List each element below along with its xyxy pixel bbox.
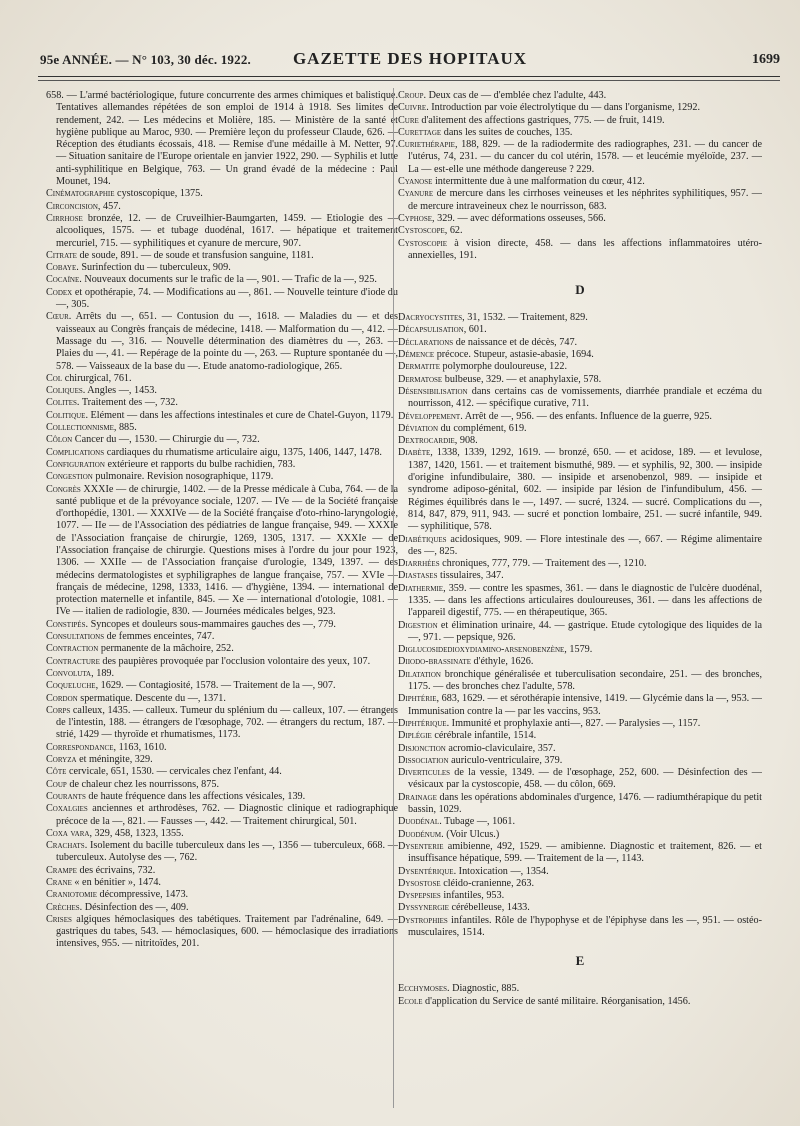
index-entry xyxy=(398,890,762,902)
index-headword: Diphtérique xyxy=(398,717,447,729)
index-headword: Collectionnisme xyxy=(46,422,114,434)
index-headword: Dysostose xyxy=(398,877,441,889)
index-entry-text: permanente de la mâchoire, 252. xyxy=(98,643,234,655)
index-entry-text: d'éthyle, 1626. xyxy=(470,656,534,668)
index-entry-text: . Syncopes et douleurs sous-mammaires gauches des —, 779. xyxy=(85,618,336,630)
index-entry xyxy=(46,877,398,889)
index-entry-text: de naissance et de décès, 747. xyxy=(453,336,578,348)
index-entry xyxy=(46,840,398,865)
index-headword: Constipés xyxy=(46,618,86,630)
index-headword: Cœur xyxy=(46,311,69,323)
index-headword: Cystoscope xyxy=(398,225,445,237)
index-entry-text: cléido-cranienne, 263. xyxy=(440,877,534,889)
section-e xyxy=(398,983,762,1008)
index-headword: Convoluta xyxy=(46,667,92,679)
index-entry xyxy=(46,287,398,312)
header-rule-thin xyxy=(38,80,780,81)
index-entry xyxy=(398,730,762,742)
index-entry-text: du complément, 619. xyxy=(438,422,527,434)
index-headword: Congrès xyxy=(46,483,81,495)
index-entry-text: dans les suites de couches, 135. xyxy=(441,126,573,138)
index-headword: Digestion xyxy=(398,619,438,631)
index-entry xyxy=(46,742,398,754)
index-headword: Col xyxy=(46,372,63,384)
index-headword: Ecole xyxy=(398,995,423,1007)
index-entry xyxy=(398,570,762,582)
index-entry-text: tissulaires, 347. xyxy=(437,570,504,582)
index-entry xyxy=(398,435,762,447)
index-headword: Dissociation xyxy=(398,754,449,766)
index-entry xyxy=(398,238,762,263)
index-headword: Coup xyxy=(46,778,67,790)
index-headword: Dysentérique xyxy=(398,865,454,877)
index-entry xyxy=(46,656,398,668)
index-entry xyxy=(398,188,762,213)
index-headword: Courants xyxy=(46,790,86,802)
index-entry-text: polymorphe douloureuse, 122. xyxy=(439,361,568,373)
index-entry-text: cervicale, 651, 1530. — cervicales chez l'enfant, 44. xyxy=(66,766,282,778)
index-entry-text: de soude, 891. — de soude et transfusion sanguine, 1181. xyxy=(76,249,314,261)
index-entry-text: dans certains cas de vomissements, diarrhée prandiale et eczéma du nourrisson, 412. — spécifique curative, 711. xyxy=(408,385,762,410)
issue-info: 95e ANNÉE. — N° 103, 30 déc. 1922. xyxy=(40,52,251,67)
index-headword: Contraction xyxy=(46,643,99,655)
index-headword: Diabétiques xyxy=(398,533,447,545)
index-entry-text: à vision directe, 458. — dans les affections inflammatoires utéro-annexielles, 191. xyxy=(408,237,762,261)
index-entry xyxy=(46,705,398,742)
index-headword: Crane xyxy=(46,877,72,888)
index-entry xyxy=(46,668,398,680)
index-headword: Cyanose xyxy=(398,176,433,188)
index-entry xyxy=(398,583,762,620)
index-entry xyxy=(46,484,398,619)
index-headword: Crises xyxy=(46,913,72,925)
index-entry-text: . Arrêt de —, 956. — des enfants. Influence de la guerre, 925. xyxy=(460,410,712,422)
index-entry xyxy=(46,434,398,446)
index-entry xyxy=(398,792,762,817)
index-headword: Croup xyxy=(398,90,424,101)
index-entry xyxy=(46,410,398,422)
index-entry-text: intermittente due à une malformation du cœur, 412. xyxy=(432,176,645,188)
index-entry-text: . Elément — dans les affections intestinales et cure de Chatel-Guyon, 1179. xyxy=(85,409,394,421)
index-entry xyxy=(46,274,398,286)
index-entry xyxy=(46,889,398,901)
index-entry xyxy=(398,447,762,533)
column-divider xyxy=(393,88,394,1108)
index-entry xyxy=(398,983,762,995)
section-letter-e: E xyxy=(575,953,585,969)
index-entry xyxy=(46,311,398,372)
index-headword: Cyanure xyxy=(398,188,434,200)
index-entry-text: XXXIe — de chirurgie, 1402. — de la Presse médicale à Cuba, 764. — de la santé publique et de la prévoyance sociale, 1207. — IVe — de la Société française d'orthopédie, 1301. — XXXIVe — de la Société française d'oto-rhino-laryngologie, 1077. — IIe — de l'Association des pédiatries de langue française, 949. — XXXIe de l'Association française de chirurgie, 1269, 1305, 1317. — XXXIe — de l'Association française de chirurgie. Questions mises à l'ordre du jour pour 1923, 1306. — XXIIe — de l'Association française d'urologie, 1349, 1397. — des médecins dermatologistes et syphiligraphes de langue française, 757. — XVIe — français de médecine, 1298, 1333, 1416. — d'hygiène, 1394. — international de protection maternelle et infantile, 845. — Xe — international d'otologie, 1081. — IVe — italien de radiologie, 830. — Journées médicales belges, 923. xyxy=(56,483,398,618)
index-headword: Coryza xyxy=(46,754,77,766)
index-entry-text: spermatique. Descente du —, 1371. xyxy=(77,692,226,704)
index-entry-text: de mercure dans les cirrhoses veineuses et les néphrites syphilitiques, 957. — de mercure intraveineux chez le nourrisson, 683. xyxy=(408,188,762,212)
index-entry-text: . Isolement du bacille tuberculeux dans les —, 1356 — tuberculeux, 668. — tuberculeux. Autolyse des —, 762. xyxy=(56,840,398,864)
index-entry xyxy=(398,915,762,940)
index-entry-text: précoce. Stupeur, astasie-abasie, 1694. xyxy=(434,349,594,361)
index-entry-text: 658. — L'armé bactériologique, future concurrente des armes chimiques et balistique. Tentatives allemandes répétées de son emploi de 1914 à 1918. Ses limites de rendement, 242. — Les médecins et Molière, 185. — Ministère de la santé et hygiène publique au Maroc, 930. — Première leçon du professeur Claude, 626. — Réception des étudiants écossais, 418. — Remise d'une médaille à M. Netter, 97. — Situation sanitaire de l'Europe orientale en janvier 1922, 290. — Syphilis et lutte anti-syphilitique en Belgique, 763. — Un grand évadé de la médecine : Paul Mounet, 194. xyxy=(46,90,398,188)
index-entry xyxy=(398,693,762,718)
index-headword: Crachats xyxy=(46,840,85,852)
index-headword: Diastases xyxy=(398,570,438,582)
index-headword: Curiethérapie xyxy=(398,139,455,151)
index-entry xyxy=(46,250,398,262)
index-headword: Dyssynergie xyxy=(398,902,449,914)
index-entry xyxy=(398,829,762,841)
index-entry xyxy=(398,620,762,645)
index-headword: Correspondance xyxy=(46,741,114,753)
index-headword: Cinématographie xyxy=(46,188,115,200)
index-entry-text: . Immunité et prophylaxie anti—, 827. — Paralysies —, 1157. xyxy=(446,717,701,729)
index-headword: Drainage xyxy=(398,791,437,803)
index-entry xyxy=(46,828,398,840)
index-entry-text: cystoscopique, 1375. xyxy=(114,188,203,200)
index-headword: Diathermie xyxy=(398,582,444,594)
index-entry-text: calleux, 1435. — calleux. Tumeur du splénium du — calleux, 107. — étrangers de l'intestin, 188. — étrangers de l'œsophage, 702. — étrangers du rectum, 187. — strié, 1429 — thyroïde et rhumatismes, 1173. xyxy=(56,704,398,741)
header-rule xyxy=(38,76,780,77)
index-headword: Coxa vara xyxy=(46,827,90,839)
index-headword: Cirrhose xyxy=(46,212,83,224)
index-headword: Disjonction xyxy=(398,742,446,754)
index-entry xyxy=(398,816,762,828)
index-entry-text: , 188, 829. — de la radiodermite des radiographes, 231. — du cancer de l'utérus, 74, 231. — du cancer du col utérin, 1578. — et leucémie myéloïde, 237. — La — est-elle une méthode dangereuse ? 229. xyxy=(408,139,762,175)
index-entry-text: dans les opérations abdominales d'urgence, 1476. — radiumthérapique du petit bassin, 1029. xyxy=(408,791,762,816)
index-entry-text: d'application du Service de santé militaire. Réorganisation, 1456. xyxy=(422,995,691,1007)
index-entry-text: . Arrêts du —, 651. — Contusion du —, 1618. — Maladies du — et des vaisseaux au Congrès français de médecine, 1418. — Malformation du —, 412. — Massage du —, 316. — Nouvelle détermination des diamètres du —, 263. — Plaies du —, 41. — Repérage de la pointe du —, 263. — Rupture spontanée du —, 578. — Vaisseaux de la base du —. Etude anatomo-radiologique, 265. xyxy=(56,311,398,372)
index-entry xyxy=(398,312,762,324)
index-headword: Consultations xyxy=(46,631,105,643)
index-entry-text: et méningite, 329. xyxy=(76,754,153,766)
index-entry-text: . Traitement des —, 732. xyxy=(76,397,178,409)
index-entry-text: , 1163, 1610. xyxy=(113,741,167,753)
index-entry xyxy=(398,102,762,114)
index-headword: Diplégie xyxy=(398,730,432,742)
index-entry-text: « en bénitier », 1474. xyxy=(71,877,161,888)
index-headword: Coliques xyxy=(46,385,83,397)
index-entry xyxy=(46,397,398,409)
index-entry xyxy=(398,139,762,176)
index-headword: Diverticules xyxy=(398,767,451,779)
index-entry xyxy=(398,213,762,225)
index-entry xyxy=(398,841,762,866)
index-entry xyxy=(398,558,762,570)
index-headword: Cure xyxy=(398,114,419,126)
index-entry-text: algiques hémoclasiques des tabétiques. Traitement par l'adrénaline, 649. — gastriques du tabes, 543. — hémoclasiques, 600. — hémoclasique des irradiations intensives, 955. — nitritoïdes, 201. xyxy=(56,913,398,950)
index-headword: Codex xyxy=(46,286,73,298)
index-entry xyxy=(46,791,398,803)
index-entry-text: de femmes enceintes, 747. xyxy=(104,631,215,643)
index-entry xyxy=(46,754,398,766)
index-entry-text: , 1579. xyxy=(564,644,593,656)
index-headword: Diphtérie xyxy=(398,693,437,705)
index-entry-text: décompressive, 1473. xyxy=(97,889,189,901)
index-headword: Curettage xyxy=(398,126,442,138)
index-entry xyxy=(398,743,762,755)
index-entry-text: . Tubage —, 1061. xyxy=(439,816,516,828)
index-entry xyxy=(46,766,398,778)
index-headword: Craniotomie xyxy=(46,889,97,901)
index-entry xyxy=(398,866,762,878)
index-headword: Côte xyxy=(46,766,67,778)
index-entry xyxy=(398,534,762,559)
index-headword: Coxalgies xyxy=(46,803,88,815)
index-entry xyxy=(398,902,762,914)
index-entry xyxy=(398,656,762,668)
index-entry-text: , 885. xyxy=(113,422,137,434)
index-entry xyxy=(398,386,762,411)
index-headword: Colites xyxy=(46,397,77,409)
index-entry xyxy=(46,459,398,471)
index-entry-text: des écrivains, 732. xyxy=(76,864,156,876)
index-headword: Cystoscopie xyxy=(398,237,448,249)
index-entry xyxy=(398,90,762,102)
index-headword: Développement xyxy=(398,410,461,422)
index-headword: Contracture xyxy=(46,655,100,667)
index-headword: Dysenterie xyxy=(398,840,444,852)
index-entry-text: amibienne, 492, 1529. — amibienne. Diagnostic et traitement, 826. — et insuffisance hépatique, 599. — Traitement de la —, 1143. xyxy=(408,840,762,865)
index-entry-text: . Intoxication —, 1354. xyxy=(453,865,549,877)
index-entry xyxy=(46,213,398,250)
index-headword: Dystrophies xyxy=(398,914,448,926)
index-entry-text: , 908. xyxy=(454,435,478,447)
index-entry-text: , 1338, 1339, 1292, 1619. — bronzé, 650. — et acidose, 189. — et levulose, 1387, 1420, 1561. — et traitement bismuthé, 989. — et syphilis, 92, 300. — insipide d'origine infundibulaire, 380. — insipide et arsenobenzol, 989. — insipide et syndrome adiposo-génital, 602. — insipide par lésion de l'infundibulum, 456. — Régimes équilibrés dans le —, 1497. — sucré, 1324. — sucré. Complications du —, 814, 847, 879, 911, 943. — sucré et ponction lombaire, 251. — sucré infantile, 949. — syphilitique, 578. xyxy=(408,447,762,533)
index-entry-text: , 683, 1629. — et sérothérapie intensive, 1419. — Glycémie dans la —, 953. — Immunisation contre la — par les vaccins, 953. xyxy=(408,693,762,717)
index-entry xyxy=(46,865,398,877)
index-headword: Cyphose xyxy=(398,212,433,224)
index-entry-text: . Désinfection des —, 409. xyxy=(79,901,189,913)
index-entry-text: de la vessie, 1349. — de l'œsophage, 252, 600. — Désinfection des — vésicaux par la cystoscopie, 458. — du côlon, 669. xyxy=(408,767,762,791)
index-entry xyxy=(46,914,398,951)
index-headword: Côlon xyxy=(46,434,73,446)
index-entry-text: , 31, 1532. — Traitement, 829. xyxy=(462,312,588,324)
index-entry xyxy=(46,201,398,213)
index-entry xyxy=(46,471,398,483)
index-entry xyxy=(46,619,398,631)
index-entry xyxy=(46,447,398,459)
index-headword: Cocaïne xyxy=(46,274,80,286)
index-entry-text: et opothérapie, 74. — Modifications au —, 861. — Nouvelle teinture d'iode du —, 305. xyxy=(56,286,398,311)
index-entry-text: , 601. xyxy=(463,324,487,336)
index-entry-text: bulbeuse, 329. — et anaphylaxie, 578. xyxy=(442,373,602,385)
index-entry xyxy=(46,803,398,828)
index-headword: Configuration xyxy=(46,458,105,470)
index-entry-text: extérieure et rapports du bulbe rachidien, 783. xyxy=(104,458,296,470)
index-entry-text: infantiles, 953. xyxy=(440,890,505,902)
index-entry xyxy=(398,878,762,890)
index-entry xyxy=(46,902,398,914)
index-entry-text: . Nouveaux documents sur le trafic de la —, 901. — Trafic de la —, 925. xyxy=(79,274,377,286)
section-c-continued xyxy=(398,90,762,262)
index-entry xyxy=(46,693,398,705)
index-entry xyxy=(398,644,762,656)
index-entry xyxy=(398,225,762,237)
index-entry-text: , 329. — avec déformations osseuses, 566. xyxy=(432,212,606,224)
index-entry-text: , 62. xyxy=(444,225,463,237)
index-headword: Complications xyxy=(46,446,105,458)
index-headword: Coqueluche xyxy=(46,680,96,692)
index-entry-text: de chaleur chez les nourrissons, 875. xyxy=(66,778,220,790)
index-entry-text: cardiaques du rhumatisme articulaire aigu, 1375, 1406, 1447, 1478. xyxy=(104,446,382,458)
index-headword: Crampe xyxy=(46,864,77,876)
index-headword: Décapsulisation xyxy=(398,324,464,336)
index-column-right xyxy=(398,90,762,1008)
index-entry xyxy=(398,349,762,361)
index-entry-text: , 189. xyxy=(91,667,115,679)
index-headword: Dyspepsies xyxy=(398,890,441,902)
index-headword: Circoncision xyxy=(46,200,98,212)
index-headword: Diabète xyxy=(398,447,431,459)
index-entry xyxy=(46,422,398,434)
index-headword: Duodénum xyxy=(398,828,442,840)
index-headword: Duodénal xyxy=(398,816,440,828)
index-headword: Déviation xyxy=(398,422,439,434)
journal-title: GAZETTE DES HOPITAUX xyxy=(292,49,528,68)
index-entry-text: chirurgical, 761. xyxy=(62,372,132,384)
index-entry-text: . Introduction par voie électrolytique du — dans l'organisme, 1292. xyxy=(426,102,701,114)
index-entry-text: d'alitement des affections gastriques, 775. — de fruit, 1419. xyxy=(418,114,665,126)
index-headword: Diglucosidedioxydiamino-arsenobenzène xyxy=(398,644,565,656)
index-entry xyxy=(398,115,762,127)
index-headword: Cuivre xyxy=(398,102,427,114)
index-entry-text: bronchique généralisée et tuberculisation secondaire, 251. — des bronches, 1175. — des bronches chez l'adulte, 578. xyxy=(408,668,762,693)
index-entry-text: infantiles. Rôle de l'hypophyse et de l'épiphyse dans les —, 951. — ostéo-musculaires, 1514. xyxy=(408,914,762,938)
index-headword: Corps xyxy=(46,704,71,716)
index-entry xyxy=(398,767,762,792)
index-entry-text: , 359. — contre les spasmes, 361. — dans le diagnostic de l'ulcère duodénal, 1335. — dans les affections articulaires douloureuses, 361. — dans les affections de l'appareil digestif, 775. — en thérapeutique, 365. xyxy=(408,582,762,619)
index-headword: Diiodo-brassinate xyxy=(398,656,471,668)
index-entry-text: chroniques, 777, 779. — Traitement des —, 1210. xyxy=(439,558,647,570)
index-column-left xyxy=(46,90,398,951)
index-entry xyxy=(398,374,762,386)
index-entry-text: cérébrale infantile, 1514. xyxy=(431,730,537,742)
index-entry xyxy=(46,373,398,385)
index-entry-text: . (Voir Ulcus.) xyxy=(441,828,500,840)
index-headword: Dacryocystites xyxy=(398,312,463,324)
index-entry xyxy=(398,127,762,139)
index-entry-text: cérébelleuse, 1433. xyxy=(448,902,530,914)
index-entry xyxy=(398,718,762,730)
index-entry xyxy=(398,337,762,349)
index-headword: Diarrhées xyxy=(398,558,440,570)
index-entry xyxy=(46,779,398,791)
index-entry-text: acromio-claviculaire, 357. xyxy=(445,742,556,754)
index-headword: Démence xyxy=(398,349,435,361)
index-headword: Congestion xyxy=(46,471,93,483)
index-entry xyxy=(398,755,762,767)
index-headword: Crèches xyxy=(46,901,80,913)
page-header xyxy=(40,46,780,72)
index-entry-text: auriculo-ventriculaire, 379. xyxy=(448,754,563,766)
index-entry xyxy=(46,90,398,188)
index-headword: Dermatite xyxy=(398,361,440,373)
index-headword: Ecchymoses xyxy=(398,983,448,995)
index-entry-text: . Surinfection du — tuberculeux, 909. xyxy=(76,262,231,274)
index-entry-text: , 329, 458, 1323, 1355. xyxy=(89,827,184,839)
index-entry-text: . Deux cas de — d'emblée chez l'adulte, 443. xyxy=(423,90,607,101)
index-entry xyxy=(46,385,398,397)
page-number: 1699 xyxy=(752,52,780,67)
index-entry xyxy=(46,680,398,692)
index-headword: Dermatose xyxy=(398,373,443,385)
index-headword: Désensibilisation xyxy=(398,385,468,397)
index-entry-text: de haute fréquence dans les affections vésicales, 139. xyxy=(85,790,306,802)
index-entry xyxy=(398,324,762,336)
index-headword: Cordon xyxy=(46,692,78,704)
index-entry-text: Cancer du —, 1530. — Chirurgie du —, 732. xyxy=(72,434,260,446)
index-headword: Cobaye xyxy=(46,262,77,274)
index-entry-text: des paupières provoquée par l'occlusion volontaire des yeux, 107. xyxy=(99,655,371,667)
index-entry-text: . Diagnostic, 885. xyxy=(447,983,520,995)
index-entry-text: , 457. xyxy=(97,200,121,212)
index-entry xyxy=(46,643,398,655)
index-entry xyxy=(398,996,762,1008)
section-d xyxy=(398,312,762,939)
index-headword: Colitique xyxy=(46,409,86,421)
index-headword: Déclarations xyxy=(398,336,454,348)
index-headword: Dilatation xyxy=(398,668,441,680)
index-entry-text: . Angles —, 1453. xyxy=(82,385,157,397)
index-entry xyxy=(398,411,762,423)
index-entry xyxy=(398,669,762,694)
index-entry-text: acidosiques, 909. — Flore intestinale des —, 667. — Régime alimentaire des —, 825. xyxy=(408,533,762,557)
index-entry xyxy=(46,262,398,274)
section-letter-d: D xyxy=(575,282,585,298)
index-entry xyxy=(46,631,398,643)
index-entry-text: et élimination urinaire, 44. — gastrique. Etude cytologique des liquides de la —, 971. — pepsique, 926. xyxy=(408,619,762,643)
index-entry-text: , 1629. — Contagiosité, 1578. — Traitement de la —, 907. xyxy=(95,680,336,692)
index-entry xyxy=(398,423,762,435)
index-headword: Dextrocardie xyxy=(398,435,455,447)
index-entry xyxy=(46,188,398,200)
index-entry-text: pulmonaire. Revision nosographique, 1179. xyxy=(92,471,274,483)
index-entry-text: bronzée, 12. — de Cruveilhier-Baumgarten, 1459. — Etiologie des — alcooliques, 1575. — et tubage duodénal, 1617. — hépatique et traitement mercuriel, 715. — syphilitiques et cyanure de mercure, 907. xyxy=(56,212,398,249)
index-headword: Citrate xyxy=(46,249,77,261)
index-entry xyxy=(398,361,762,373)
index-entry xyxy=(398,176,762,188)
index-entry-text: anciennes et arthrodèses, 762. — Diagnostic clinique et radiographique précoce de la —, 821. — Fausses —, 442. — Traitement chirurgical, 501. xyxy=(56,803,398,827)
